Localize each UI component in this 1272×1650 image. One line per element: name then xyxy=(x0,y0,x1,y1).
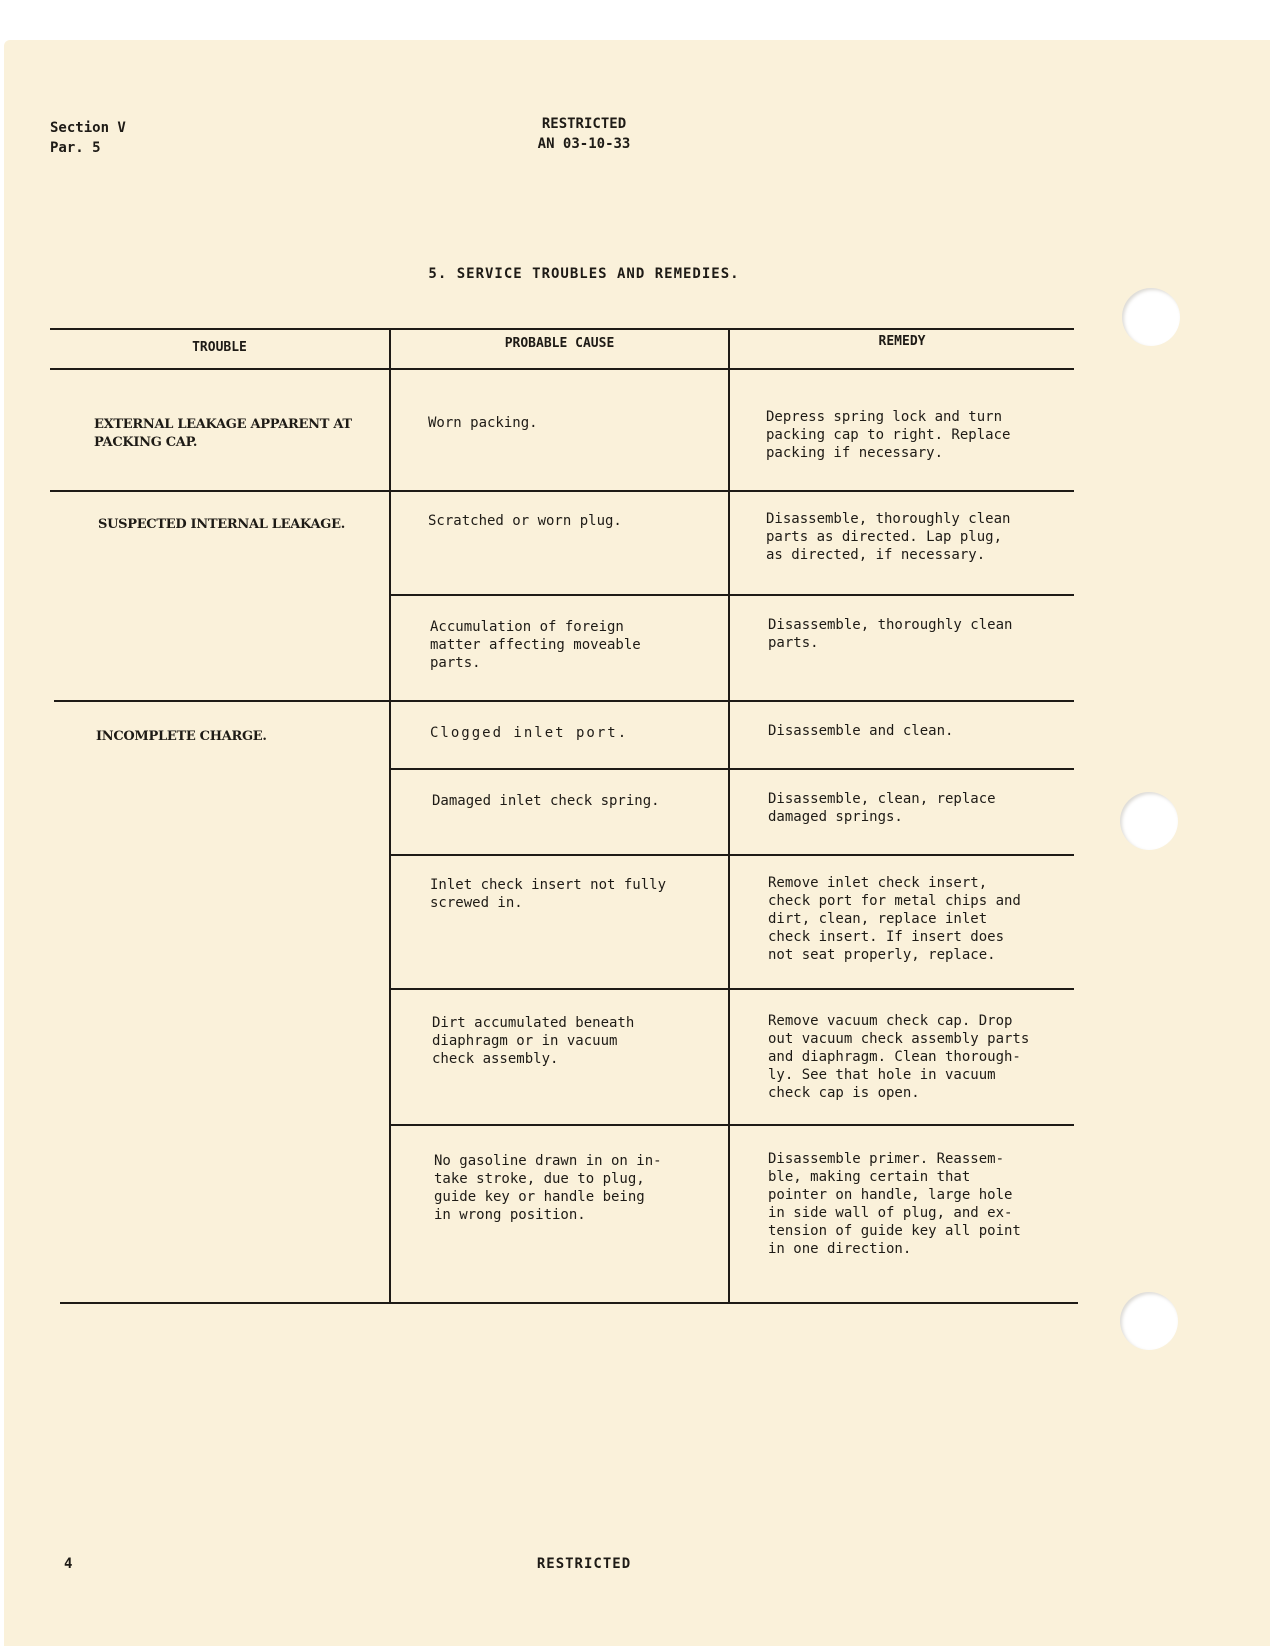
row-rule xyxy=(50,490,1074,492)
trouble-cell: SUSPECTED INTERNAL LEAKAGE. xyxy=(98,517,345,532)
cause-cell: Accumulation of foreign matter affecting moveable parts. xyxy=(430,619,641,671)
column-header-remedy: REMEDY xyxy=(878,334,926,349)
classification-footer: RESTRICTED xyxy=(536,1556,632,1572)
column-header-probable-cause: PROBABLE CAUSE xyxy=(504,336,615,351)
document-page xyxy=(4,40,1270,1646)
binder-hole-bottom xyxy=(1120,1292,1178,1350)
cause-cell: Worn packing. xyxy=(428,415,538,431)
column-header-trouble: TROUBLE xyxy=(192,340,247,355)
row-rule xyxy=(391,768,1074,770)
remedy-cell: Disassemble primer. Reassem- ble, making certain that pointer on handle, large hole in side wall of plug, and ex- tension of guide key all point in one direction. xyxy=(768,1151,1021,1257)
document-number: AN 03-10-33 xyxy=(537,136,631,152)
binder-hole-top xyxy=(1122,288,1180,346)
remedy-cell: Depress spring lock and turn packing cap to right. Replace packing if necessary. xyxy=(766,409,1011,461)
header-bottom-rule xyxy=(50,368,1074,370)
remedy-cell: Disassemble, clean, replace damaged springs. xyxy=(768,791,996,825)
row-rule xyxy=(391,988,1074,990)
table-top-rule xyxy=(50,328,1074,330)
row-rule xyxy=(391,594,1074,596)
remedy-cell: Disassemble, thoroughly clean parts. xyxy=(768,617,1013,651)
cause-cell: No gasoline drawn in on in- take stroke, due to plug, guide key or handle being in wrong position. xyxy=(434,1153,662,1223)
cause-cell: Damaged inlet check spring. xyxy=(432,793,660,809)
remedy-cell: Remove vacuum check cap. Drop out vacuum check assembly parts and diaphragm. Clean thorough- ly. See that hole in vacuum check cap is open. xyxy=(768,1013,1030,1101)
paragraph-label: Par. 5 xyxy=(50,140,101,156)
remedy-cell: Remove inlet check insert, check port for metal chips and dirt, clean, replace inlet check insert. If insert does not seat properly, replace. xyxy=(768,875,1021,963)
document-header xyxy=(4,114,1164,154)
table-bottom-rule xyxy=(60,1302,1078,1304)
cause-cell: Dirt accumulated beneath diaphragm or in vacuum check assembly. xyxy=(432,1015,635,1067)
trouble-cell: INCOMPLETE CHARGE. xyxy=(96,729,267,744)
row-rule xyxy=(391,1124,1074,1126)
column-divider-1 xyxy=(389,328,391,1302)
section-label: Section V xyxy=(50,120,126,136)
binder-hole-middle xyxy=(1120,792,1178,850)
row-rule xyxy=(391,854,1074,856)
section-title: 5. SERVICE TROUBLES AND REMEDIES. xyxy=(428,266,740,282)
cause-cell: Inlet check insert not fully screwed in. xyxy=(430,877,667,911)
cause-cell: Scratched or worn plug. xyxy=(428,513,622,529)
trouble-cell: EXTERNAL LEAKAGE APPARENT AT PACKING CAP. xyxy=(94,417,352,450)
column-divider-2 xyxy=(728,328,730,1302)
remedy-cell: Disassemble and clean. xyxy=(768,723,954,739)
classification-header: RESTRICTED xyxy=(541,116,627,132)
row-rule xyxy=(54,700,1074,702)
remedy-cell: Disassemble, thoroughly clean parts as directed. Lap plug, as directed, if necessary. xyxy=(766,511,1011,563)
cause-cell: Clogged inlet port. xyxy=(430,725,629,741)
page-number: 4 xyxy=(64,1556,73,1572)
